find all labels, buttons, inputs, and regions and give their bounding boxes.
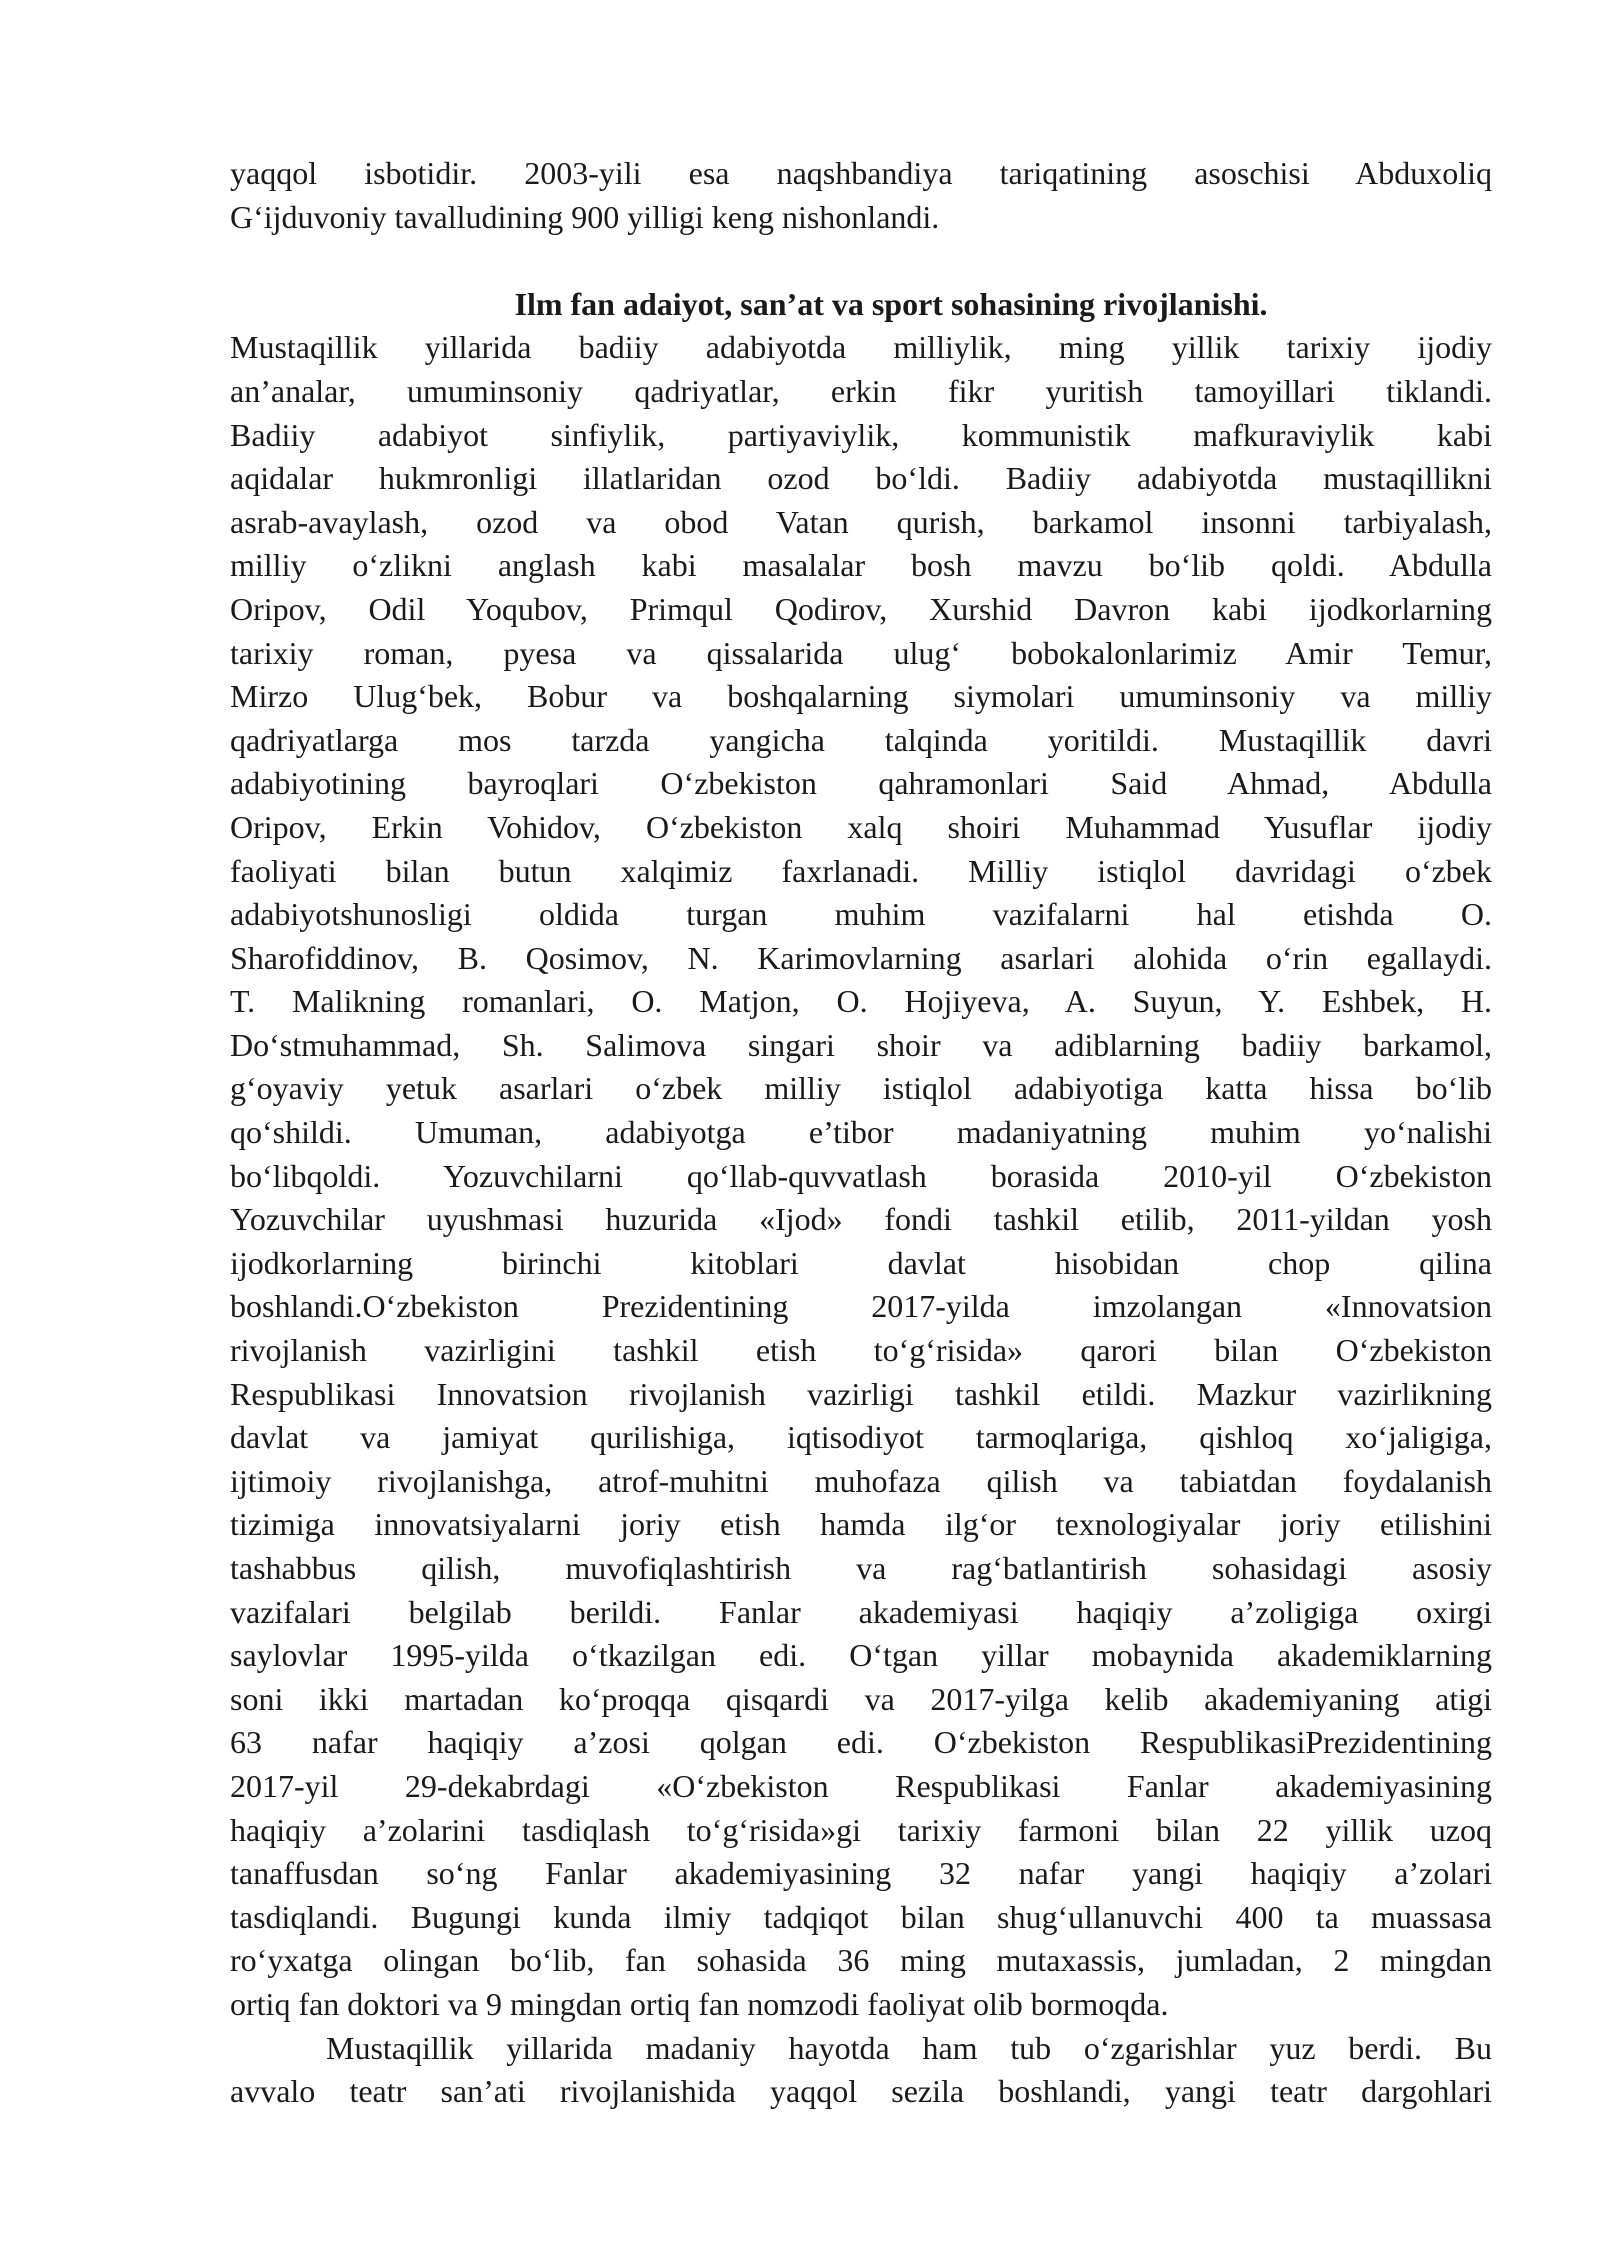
text-line: milliy o‘zlikni anglash kabi masalalar bosh mavzu bo‘lib qoldi. Abdulla [230, 547, 1492, 584]
text-line: adabiyotshunosligi oldida turgan muhim vazifalarni hal etishda O. [230, 896, 1492, 933]
text-line: Respublikasi Innovatsion rivojlanish vazirligi tashkil etildi. Mazkur vazirlikning [230, 1375, 1492, 1412]
text-line: haqiqiy a’zolarini tasdiqlash to‘g‘risida»gi tarixiy farmoni bilan 22 yillik uzoq [230, 1811, 1492, 1848]
text-line: vazifalari belgilab berildi. Fanlar akademiyasi haqiqiy a’zoligiga oxirgi [230, 1593, 1492, 1630]
text-line: Mustaqillik yillarida madaniy hayotda ham tub o‘zgarishlar yuz berdi. Bu [326, 2029, 1492, 2066]
text-line: tizimiga innovatsiyalarni joriy etish hamda ilg‘or texnologiyalar joriy etilishini [230, 1506, 1492, 1543]
text-line: avvalo teatr san’ati rivojlanishida yaqqol sezila boshlandi, yangi teatr dargohlari [230, 2073, 1492, 2110]
text-line: tarixiy roman, pyesa va qissalarida ulug‘ bobokalonlarimiz Amir Temur, [230, 634, 1492, 671]
text-line: Oripov, Odil Yoqubov, Primqul Qodirov, Xurshid Davron kabi ijodkorlarning [230, 590, 1492, 627]
text-line: qadriyatlarga mos tarzda yangicha talqinda yoritildi. Mustaqillik davri [230, 721, 1492, 758]
text-line: an’analar, umuminsoniy qadriyatlar, erkin fikr yuritish tamoyillari tiklandi. [230, 372, 1492, 409]
intro-paragraph [230, 152, 1492, 239]
text-line: faoliyati bilan butun xalqimiz faxrlanadi. Milliy istiqlol davridagi o‘zbek [230, 852, 1492, 889]
document-page [230, 152, 1492, 2114]
text-line: g‘oyaviy yetuk asarlari o‘zbek milliy istiqlol adabiyotiga katta hissa bo‘lib [230, 1070, 1492, 1107]
section-heading: Ilm fan adaiyot, san’at va sport sohasining rivojlanishi. [514, 285, 1268, 322]
text-line: qo‘shildi. Umuman, adabiyotga e’tibor madaniyatning muhim yo‘nalishi [230, 1114, 1492, 1151]
text-line: Badiiy adabiyot sinfiylik, partiyaviylik, kommunistik mafkuraviylik kabi [230, 416, 1492, 453]
text-line: saylovlar 1995-yilda o‘tkazilgan edi. O‘tgan yillar mobaynida akademiklarning [230, 1637, 1492, 1674]
text-line: tashabbus qilish, muvofiqlashtirish va rag‘batlantirish sohasidagi asosiy [230, 1550, 1492, 1586]
text-line: tanaffusdan so‘ng Fanlar akademiyasining 32 nafar yangi haqiqiy a’zolari [230, 1855, 1492, 1892]
text-line: Oripov, Erkin Vohidov, O‘zbekiston xalq shoiri Muhammad Yusuflar ijodiy [230, 808, 1492, 845]
text-line: aqidalar hukmronligi illatlaridan ozod bo‘ldi. Badiiy adabiyotda mustaqillikni [230, 460, 1492, 497]
text-line: Sharofiddinov, B. Qosimov, N. Karimovlarning asarlari alohida o‘rin egallaydi. [230, 939, 1492, 976]
text-line: asrab-avaylash, ozod va obod Vatan qurish, barkamol insonni tarbiyalash, [230, 503, 1492, 540]
text-line: Mirzo Ulug‘bek, Bobur va boshqalarning siymolari umuminsoniy va milliy [230, 678, 1492, 715]
text-line: boshlandi.O‘zbekiston Prezidentining 2017-yilda imzolangan «Innovatsion [230, 1288, 1492, 1325]
text-line: ortiq fan doktori va 9 mingdan ortiq fan nomzodi faoliyat olib bormoqda. [230, 1985, 1169, 2022]
text-line: ijtimoiy rivojlanishga, atrof-muhitni muhofaza qilish va tabiatdan foydalanish [230, 1462, 1492, 1499]
main-paragraph [230, 326, 1492, 2026]
text-line: davlat va jamiyat qurilishiga, iqtisodiyot tarmoqlariga, qishloq xo‘jaligiga, [230, 1419, 1492, 1456]
text-line: ijodkorlarning birinchi kitoblari davlat hisobidan chop qilina [230, 1244, 1492, 1281]
text-line: Mustaqillik yillarida badiiy adabiyotda milliylik, ming yillik tarixiy ijodiy [230, 329, 1492, 366]
text-line: 63 nafar haqiqiy a’zosi qolgan edi. O‘zbekiston RespublikasiPrezidentining [230, 1724, 1492, 1761]
text-line: Do‘stmuhammad, Sh. Salimova singari shoir va adiblarning badiiy barkamol, [230, 1026, 1492, 1063]
second-paragraph [230, 2027, 1492, 2114]
text-line: Yozuvchilar uyushmasi huzurida «Ijod» fondi tashkil etilib, 2011-yildan yosh [230, 1201, 1492, 1238]
text-line: bo‘libqoldi. Yozuvchilarni qo‘llab-quvvatlash borasida 2010-yil O‘zbekiston [230, 1157, 1492, 1194]
paragraph-spacer [230, 239, 1492, 283]
text-line: yaqqol isbotidir. 2003-yili esa naqshbandiya tariqatining asoschisi Abduxoliq [230, 155, 1492, 191]
text-line: tasdiqlandi. Bugungi kunda ilmiy tadqiqot bilan shug‘ullanuvchi 400 ta muassasa [230, 1898, 1492, 1935]
text-line: soni ikki martadan ko‘proqqa qisqardi va 2017-yilga kelib akademiyaning atigi [230, 1680, 1492, 1717]
text-line: ro‘yxatga olingan bo‘lib, fan sohasida 36 ming mutaxassis, jumladan, 2 mingdan [230, 1942, 1492, 1979]
text-line: G‘ijduvoniy tavalludining 900 yilligi keng nishonlandi. [230, 198, 940, 235]
text-line: T. Malikning romanlari, O. Matjon, O. Hojiyeva, A. Suyun, Y. Eshbek, H. [230, 983, 1492, 1020]
text-line: adabiyotining bayroqlari O‘zbekiston qahramonlari Said Ahmad, Abdulla [230, 765, 1492, 802]
text-line: rivojlanish vazirligini tashkil etish to‘g‘risida» qarori bilan O‘zbekiston [230, 1332, 1492, 1369]
text-line: 2017-yil 29-dekabrdagi «O‘zbekiston Respublikasi Fanlar akademiyasining [230, 1767, 1492, 1804]
